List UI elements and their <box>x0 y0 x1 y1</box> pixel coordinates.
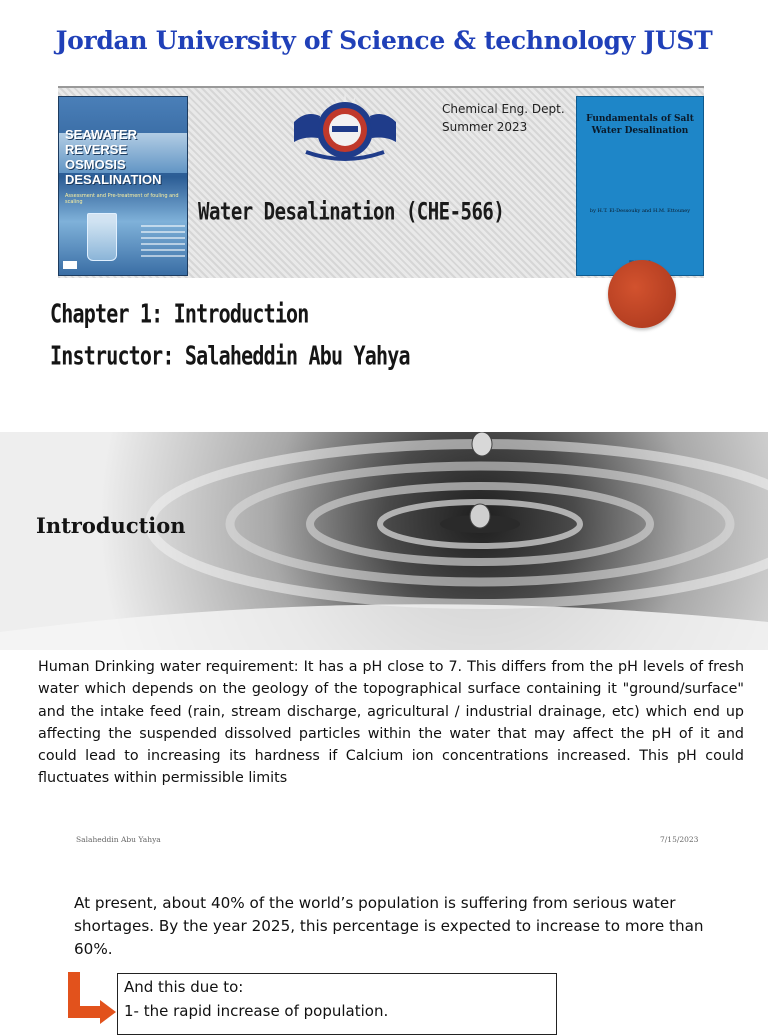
book-cover-right <box>576 96 704 276</box>
book-right-authors: by H.T. El-Dessouky and H.M. Ettouney <box>589 208 691 214</box>
publisher-logo <box>63 261 77 269</box>
book-right-title: Fundamentals of Salt Water Desalination <box>586 114 694 136</box>
water-drop-ripple-image <box>0 432 768 650</box>
causes-box <box>117 973 557 1035</box>
department-info <box>442 100 565 136</box>
intro-paragraph: Human Drinking water requirement: It has a pH close to 7. This differs from the pH levels of fresh water which depends on the geology of the topographical surface containing it "ground/surface" and the intake feed (rain, stream discharge, agricultural / industrial drainage, etc) which end up affecting the suspended dissolved particles within the water that may affect the pH of it and could lead to increasing its hardness if Calcium ion concentrations increased. This pH could fluctuates within permissible limits <box>38 659 744 787</box>
section-heading: Introduction <box>36 513 186 538</box>
university-logo-icon <box>286 92 404 162</box>
footer-author: Salaheddin Abu Yahya <box>76 835 161 844</box>
university-title: Jordan University of Science & technology JUST <box>55 26 713 55</box>
chapter-title: Chapter 1: Introduction <box>50 298 309 330</box>
book-left-title: SEAWATER REVERSE OSMOSIS DESALINATION <box>65 127 162 187</box>
book-left-subtitle: Assessment and Pre-treatment of fouling and scaling <box>65 193 179 205</box>
cause-item: 1- the rapid increase of population. <box>124 1002 389 1020</box>
department-name: Chemical Eng. Dept. <box>442 102 565 116</box>
book-left-authors <box>141 225 185 261</box>
book-cover-left <box>58 96 188 276</box>
footer-date: 7/15/2023 <box>660 835 699 844</box>
population-statement: At present, about 40% of the world’s population is suffering from serious water shortages. By the year 2025, this percentage is expected to increase to more than 60%. <box>74 894 704 958</box>
instructor-name: Instructor: Salaheddin Abu Yahya <box>50 340 410 372</box>
water-glass-image <box>87 213 117 261</box>
orange-bent-arrow-icon <box>66 972 118 1024</box>
decorative-red-circle <box>608 260 676 328</box>
course-title: Water Desalination (CHE-566) <box>198 198 505 226</box>
term: Summer 2023 <box>442 120 528 134</box>
causes-heading: And this due to: <box>124 978 244 996</box>
